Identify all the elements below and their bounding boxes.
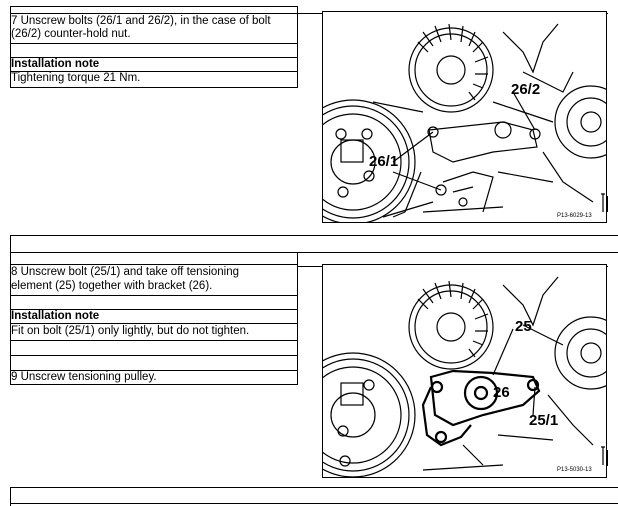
- rule-2b: [10, 295, 298, 296]
- rule-band-left: [10, 235, 11, 253]
- rule-band-top: [10, 235, 618, 236]
- rule-right-1: [297, 6, 298, 88]
- rule-bottom-2: [10, 503, 618, 504]
- installation-note-heading-1: Installation note: [11, 58, 100, 70]
- figure-2-label-25-1: 25/1: [529, 412, 559, 429]
- installation-note-text-1: Tightening torque 21 Nm.: [11, 72, 141, 84]
- rule-right-2: [297, 252, 298, 384]
- fig2-side-mark: [607, 450, 608, 466]
- step-7-text-line1: 7 Unscrew bolts (26/1 and 26/2), in the case of bolt: [11, 15, 271, 27]
- figure-2-drawing: [323, 265, 606, 477]
- figure-2-label-26: 26: [493, 384, 510, 401]
- rule-2h: [10, 384, 298, 385]
- rule-2e: [10, 340, 298, 341]
- rule-2f: [10, 355, 298, 356]
- rule-bottom-1: [10, 487, 618, 488]
- rule-band-bottom: [10, 252, 618, 253]
- installation-note-heading-2: Installation note: [11, 310, 100, 322]
- rule-1a: [10, 43, 298, 44]
- figure-2-code: P13-5030-13: [557, 467, 592, 473]
- step-8-text-line1: 8 Unscrew bolt (25/1) and take off tensioning: [11, 266, 240, 278]
- rule-1d: [10, 87, 298, 88]
- figure-1-code: P13-6029-13: [557, 213, 592, 219]
- figure-2: [322, 264, 607, 478]
- figure-1: [322, 11, 607, 223]
- figure-2-label-25: 25: [515, 318, 532, 335]
- rule-top-1: [10, 6, 298, 7]
- rule-2a: [10, 264, 298, 265]
- figure-1-label-26-1: 26/1: [369, 153, 399, 170]
- figure-1-drawing: [323, 12, 606, 222]
- installation-note-text-2: Fit on bolt (25/1) only lightly, but do not tighten.: [11, 325, 250, 337]
- figure-1-label-26-2: 26/2: [511, 81, 541, 98]
- fig1-side-mark: [607, 196, 608, 212]
- rule-top-2: [10, 13, 298, 14]
- step-9-text: 9 Unscrew tensioning pulley.: [11, 371, 157, 383]
- step-8-text-line2: element (25) together with bracket (26).: [11, 280, 213, 292]
- rule-2d: [10, 323, 298, 324]
- step-7-text-line2: (26/2) counter-hold nut.: [11, 28, 131, 40]
